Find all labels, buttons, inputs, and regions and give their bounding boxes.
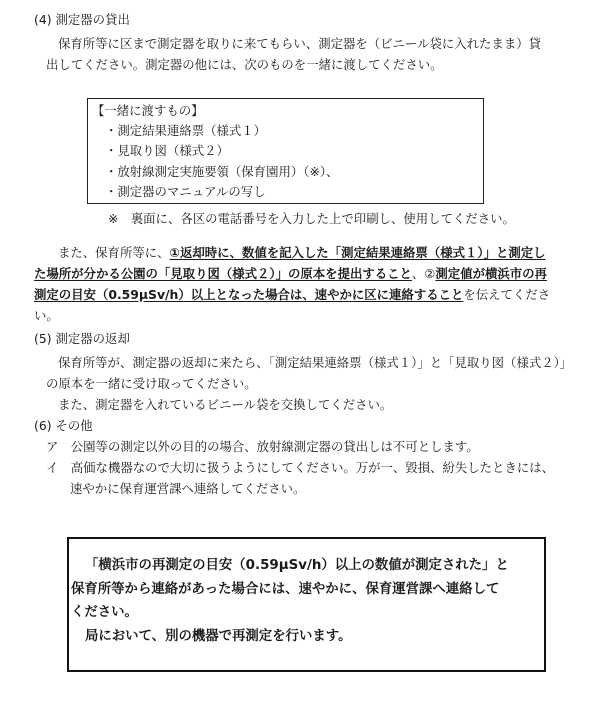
instruction-text: を伝えてくださ bbox=[463, 287, 551, 302]
sec4-paragraph-line-2: 出してください。測定器の他には、次のものを一緒に渡してください。 bbox=[46, 57, 443, 72]
section-5-heading: (5) 測定器の返却 bbox=[34, 331, 130, 346]
box-item: ・放射線測定実施要領（保育園用）（※）、 bbox=[105, 164, 339, 179]
notice-line-2: 保育所等から連絡があった場合には、速やかに、保育運営課へ連絡して bbox=[71, 582, 500, 597]
sec6-item-a: ア 公園等の測定以外の目的の場合、放射線測定器の貸出しは不可とします。 bbox=[46, 439, 479, 454]
section-6-heading: (6) その他 bbox=[34, 418, 93, 433]
sec5-line-1: 保育所等が、測定器の返却に来たら、「測定結果連絡票（様式１）」と「見取り図（様式２）」 bbox=[58, 355, 573, 370]
sec5-line-3: また、測定器を入れているビニール袋を交換してください。 bbox=[58, 397, 393, 412]
instruction-text: また、保育所等に、 bbox=[58, 245, 170, 260]
sec6-item-i-line-2: 速やかに保育運営課へ連絡してください。 bbox=[70, 481, 306, 496]
instruction-emphasis: 測定の目安（0.59μSv/h）以上となった場合は、速やかに区に連絡すること bbox=[34, 287, 464, 302]
sec5-line-2: の原本を一緒に受け取ってください。 bbox=[46, 376, 257, 391]
instruction-emphasis: 測定値が横浜市の再 bbox=[435, 266, 547, 281]
instruction-text: 、② bbox=[411, 266, 436, 281]
notice-line-1: 「横浜市の再測定の目安（0.59μSv/h）以上の数値が測定された」と bbox=[85, 558, 509, 573]
section-4-heading: (4) 測定器の貸出 bbox=[34, 12, 130, 27]
sec4-instruction-line-3 bbox=[34, 287, 550, 303]
print-note: ※ 裏面に、各区の電話番号を入力した上で印刷し、使用してください。 bbox=[108, 211, 515, 226]
notice-line-3: ください。 bbox=[71, 605, 138, 620]
box-item: ・測定器のマニュアルの写し bbox=[105, 184, 266, 199]
sec4-instruction-line-4: い。 bbox=[34, 308, 59, 323]
box-title: 【一緒に渡すもの】 bbox=[92, 103, 204, 118]
instruction-emphasis: た場所が分かる公園の「見取り図（様式２）」の原本を提出すること bbox=[34, 266, 412, 281]
box-item: ・見取り図（様式２） bbox=[105, 143, 229, 158]
sec4-instruction-line-1 bbox=[58, 245, 546, 261]
instruction-emphasis: ①返却時に、数値を記入した「測定結果連絡票（様式１）」と測定し bbox=[169, 245, 546, 260]
sec4-instruction-line-2 bbox=[34, 266, 547, 282]
notice-line-4: 局において、別の機器で再測定を行います。 bbox=[85, 629, 352, 644]
box-item: ・測定結果連絡票（様式１） bbox=[105, 123, 267, 138]
sec6-item-i-line-1: イ 高価な機器なので大切に扱うようにしてください。万が一、毀損、紛失したときには、 bbox=[46, 460, 555, 475]
sec4-paragraph-line-1: 保育所等に区まで測定器を取りに来てもらい、測定器を（ビニール袋に入れたまま）貸 bbox=[58, 36, 541, 51]
